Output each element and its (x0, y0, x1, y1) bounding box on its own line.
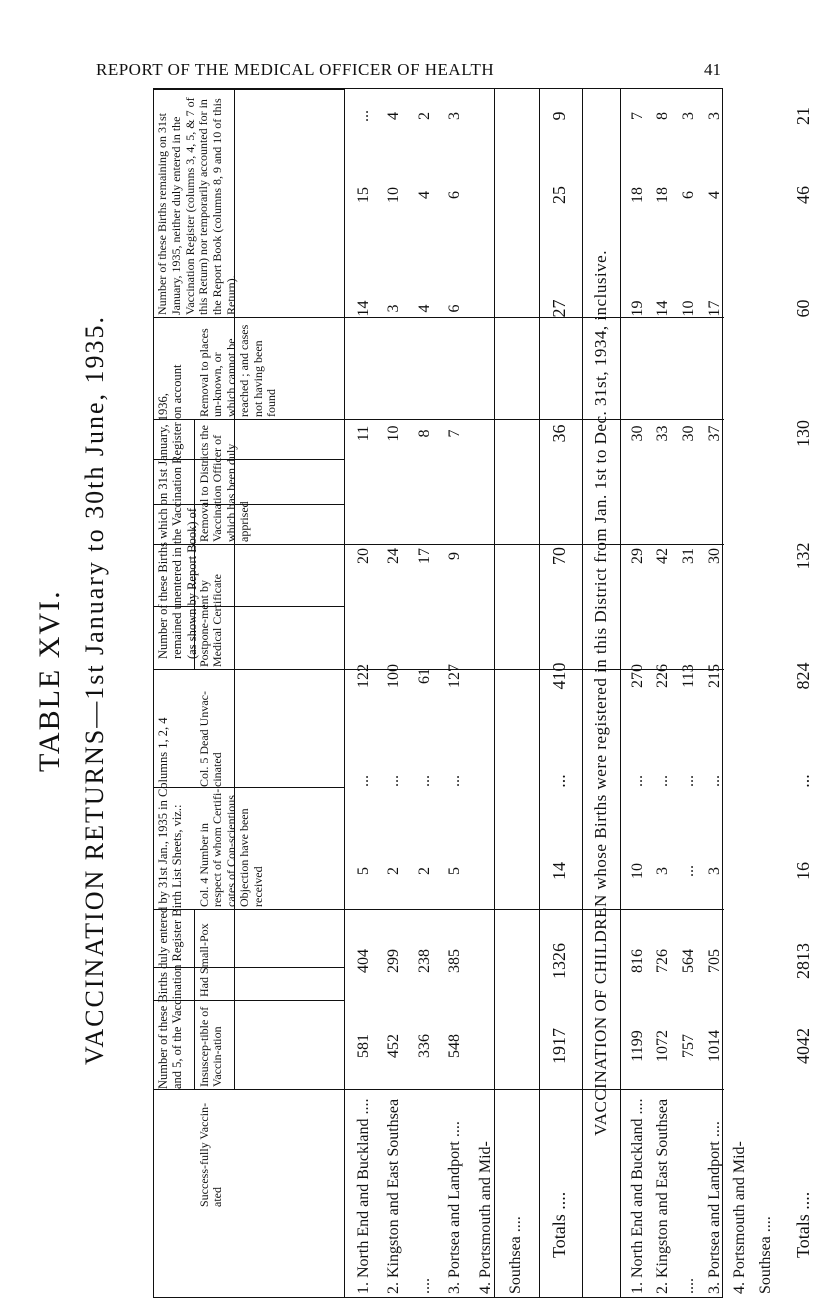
header-postponed: Postpone-ment by Medical Certificate (197, 574, 225, 667)
section1-districts: 1. North End and Buckland .... 2. Kingston and East Southsea .... 3. Portsea and Landport .... 4. Portsmouth and Mid-Southsea .... (355, 1098, 524, 1294)
section1-totals: Totals .... 1917 1326 14 ... 410 70 36 27 25 9 (549, 111, 570, 1258)
table-title: TABLE XVI. (33, 589, 66, 772)
data-table: 1. North End and Buckland .... 2. Kingston and East Southsea .... 3. Portsea and Landport .... 4. Portsmouth and Mid-Southsea .... 581 452 336 548 404 299 238 385 5 2 2 5 ... ... ... ... 122 100 61 127 20 24 17 9 11 10 8 7 14 3 4 6 15 10 4 6 ... 4 2 3 Totals .... 1917 1326 14 ... 410 70 36 27 25 9 VACCINATION OF CHILDREN whose Births were registered in this District from Jan. 1st to Dec. 31st, 1934, inclusive. 1. North End and Buckland .... 2. Kingston and East Southsea .... 3. Portsea and Landport .... 4. Portsmouth and Mid-Southsea .... 1199 1072 757 1014 816 726 564 705 10 3 ... 3 ... ... ... ... 270 226 113 215 29 42 31 30 30 33 30 37 19 14 10 17 18 18 6 4 7 8 3 3 Totals .... 4042 2813 16 ... 824 132 130 60 46 21 (153, 88, 824, 1298)
header-removal-unknown: Removal to places un-known, or which cannot be reached ; and cases not having been found (197, 324, 279, 417)
header-group2: Number of these Births which on 31st January, 1936, remained unentered in the Vaccination Register on account (as shown by Report Book) of (156, 364, 199, 659)
page-header (0, 60, 800, 84)
header-group1: Number of these Births duly entered by 31st Jan., 1935 in Columns 1, 2, 4 and 5, of the Vaccination Register Birth List Sheets, viz.: (156, 717, 184, 1089)
section2-title-row (582, 88, 620, 1298)
section2-districts: 1. North End and Buckland .... 2. Kingston and East Southsea .... 3. Portsea and Landport .... 4. Portsmouth and Mid-Southsea .... (628, 1098, 774, 1294)
header-removal-districts: Removal to Districts the Vaccination Officer of which has been duly apprised (197, 425, 252, 542)
rotated-table-content (153, 88, 813, 1298)
section2-title: VACCINATION OF CHILDREN whose Births were registered in this District from Jan. 1st to Dec. 31st, 1934, inclusive. (582, 88, 620, 1298)
report-header: REPORT OF THE MEDICAL OFFICER OF HEALTH (96, 60, 495, 79)
header-col2a: Insuscep-tible of Vaccin-ation (197, 1006, 225, 1087)
section2-totals: Totals .... 4042 2813 16 ... 824 132 130 60 46 21 (792, 106, 813, 1258)
header-col5: Col. 5 Dead Unvac-cinated (197, 691, 225, 787)
header-col1: Success-fully Vaccin-ated (197, 1102, 225, 1207)
header-remaining: Number of these Births remaining on 31st January, 1935, neither duly entered in the Vaccination Register (columns 3, 4, 5, & 7 of this Return) nor temporarily accounted for in the Report Book (columns 8, 9 and 10 of this Return). (155, 97, 238, 315)
header-col2b: Had Small-Pox (197, 923, 211, 997)
page-number: 41 (704, 60, 721, 79)
header-col4: Col. 4 Number in respect of whom Certifi-cates of Con-scientious Objection have been received (197, 788, 265, 907)
table-subtitle: VACCINATION RETURNS—1st January to 30th June, 1935. (80, 314, 109, 1066)
